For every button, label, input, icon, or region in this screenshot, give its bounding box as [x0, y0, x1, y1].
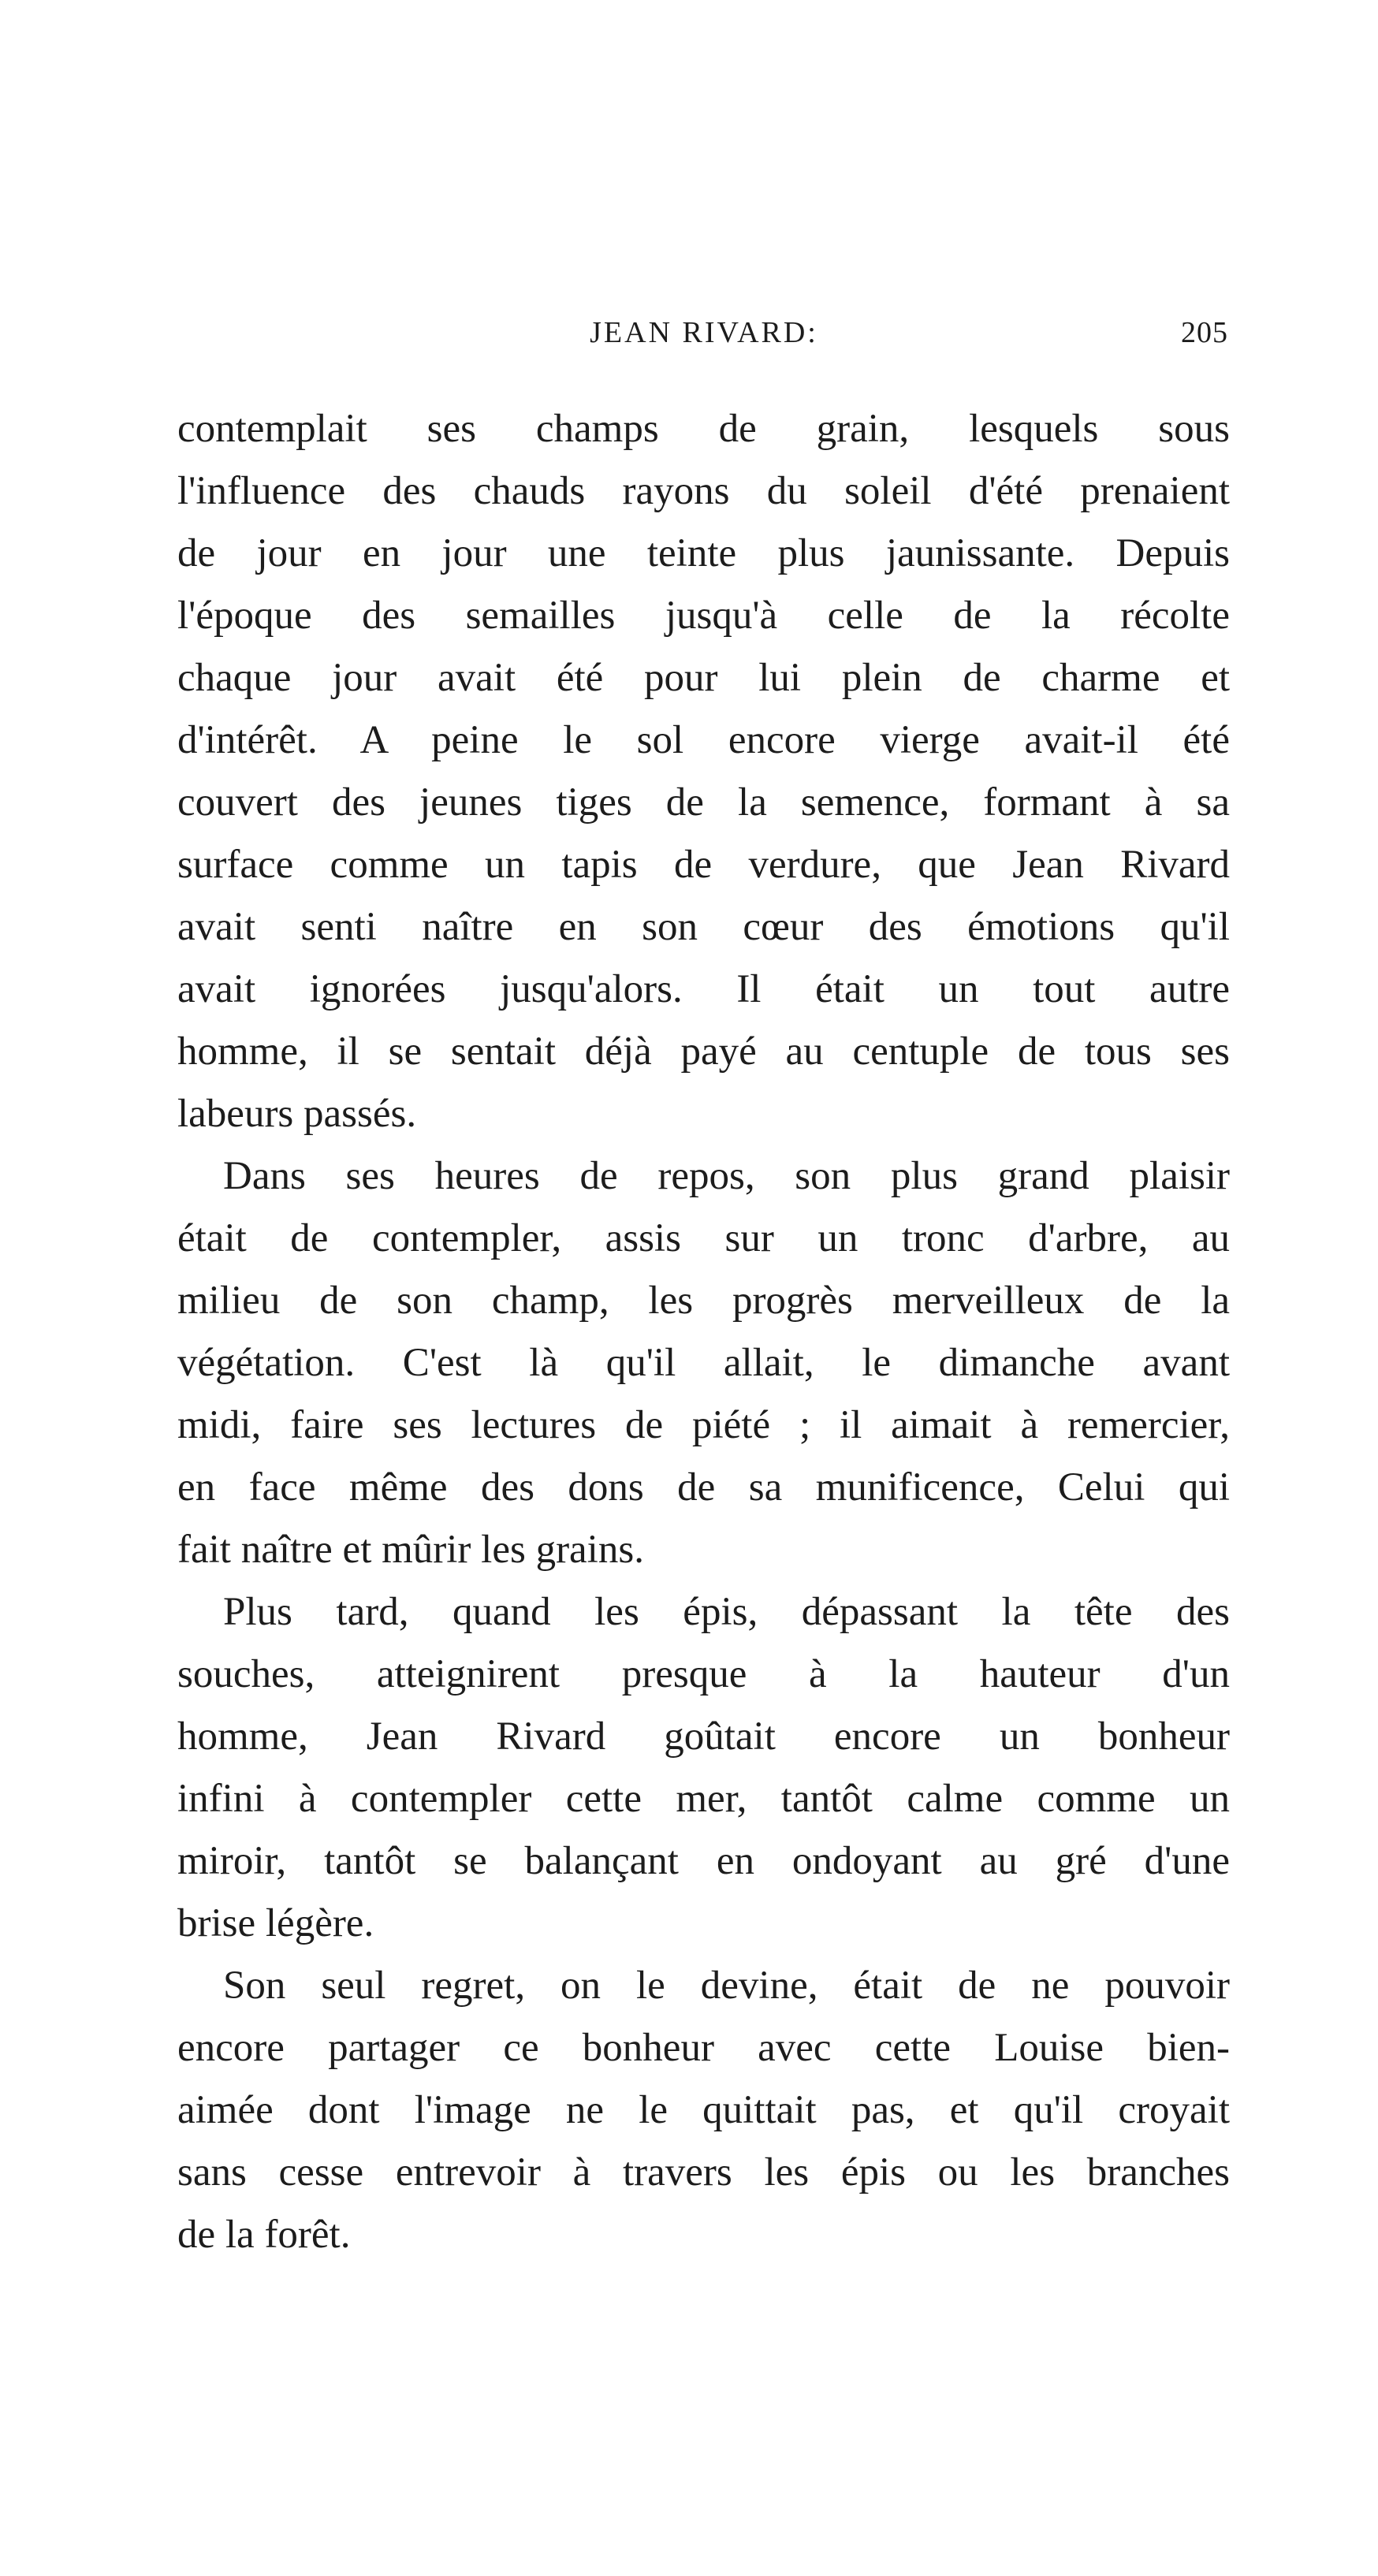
text-line: en face même des dons de sa munificence, Celui qui: [177, 1465, 1230, 1509]
text-line: surface comme un tapis de verdure, que Jean Rivard: [177, 843, 1230, 887]
text-line: l'influence des chauds rayons du soleil d'été prenaient: [177, 469, 1230, 513]
text-line: l'époque des semailles jusqu'à celle de la récolte: [177, 594, 1230, 638]
text-line: milieu de son champ, les progrès merveilleux de la: [177, 1279, 1230, 1323]
text-line: contemplait ses champs de grain, lesquels sous: [177, 407, 1230, 451]
text-line: Son seul regret, on le devine, était de ne pouvoir: [223, 1964, 1230, 2008]
paragraph-1: [177, 398, 1230, 1145]
text-line: miroir, tantôt se balançant en ondoyant au gré d'une: [177, 1839, 1230, 1883]
text-line: de la forêt.: [177, 2213, 351, 2257]
text-line: brise légère.: [177, 1901, 374, 1945]
text-line: Dans ses heures de repos, son plus grand plaisir: [223, 1154, 1230, 1198]
text-line: midi, faire ses lectures de piété ; il aimait à remercier,: [177, 1403, 1230, 1447]
text-line: homme, Jean Rivard goûtait encore un bonheur: [177, 1714, 1230, 1759]
page-number: 205: [1181, 316, 1228, 349]
text-line: d'intérêt. A peine le sol encore vierge avait-il été: [177, 718, 1230, 762]
text-line: sans cesse entrevoir à travers les épis ou les branches: [177, 2150, 1230, 2194]
paragraph-2: [177, 1145, 1230, 1581]
text-line: labeurs passés.: [177, 1092, 417, 1136]
text-line: de jour en jour une teinte plus jaunissante. Depuis: [177, 531, 1230, 575]
text-line: souches, atteignirent presque à la hauteur d'un: [177, 1652, 1230, 1696]
body-text: [177, 398, 1230, 2266]
text-line: végétation. C'est là qu'il allait, le dimanche avant: [177, 1341, 1230, 1385]
text-line: homme, il se sentait déjà payé au centuple de tous ses: [177, 1029, 1230, 1074]
text-line: avait ignorées jusqu'alors. Il était un tout autre: [177, 967, 1230, 1011]
text-line: chaque jour avait été pour lui plein de charme et: [177, 656, 1230, 700]
text-line: aimée dont l'image ne le quittait pas, et qu'il croyait: [177, 2088, 1230, 2132]
paragraph-3: [177, 1581, 1230, 1955]
text-line: fait naître et mûrir les grains.: [177, 1528, 644, 1572]
running-head: [180, 309, 1228, 356]
text-line: était de contempler, assis sur un tronc d'arbre, au: [177, 1216, 1230, 1260]
text-line: infini à contempler cette mer, tantôt calme comme un: [177, 1777, 1230, 1821]
text-line: avait senti naître en son cœur des émotions qu'il: [177, 905, 1230, 949]
paragraph-4: [177, 1955, 1230, 2266]
text-line: encore partager ce bonheur avec cette Louise bien-: [177, 2026, 1230, 2070]
text-line: couvert des jeunes tiges de la semence, formant à sa: [177, 780, 1230, 825]
text-line: Plus tard, quand les épis, dépassant la tête des: [223, 1590, 1230, 1634]
running-title: JEAN RIVARD:: [590, 316, 818, 349]
